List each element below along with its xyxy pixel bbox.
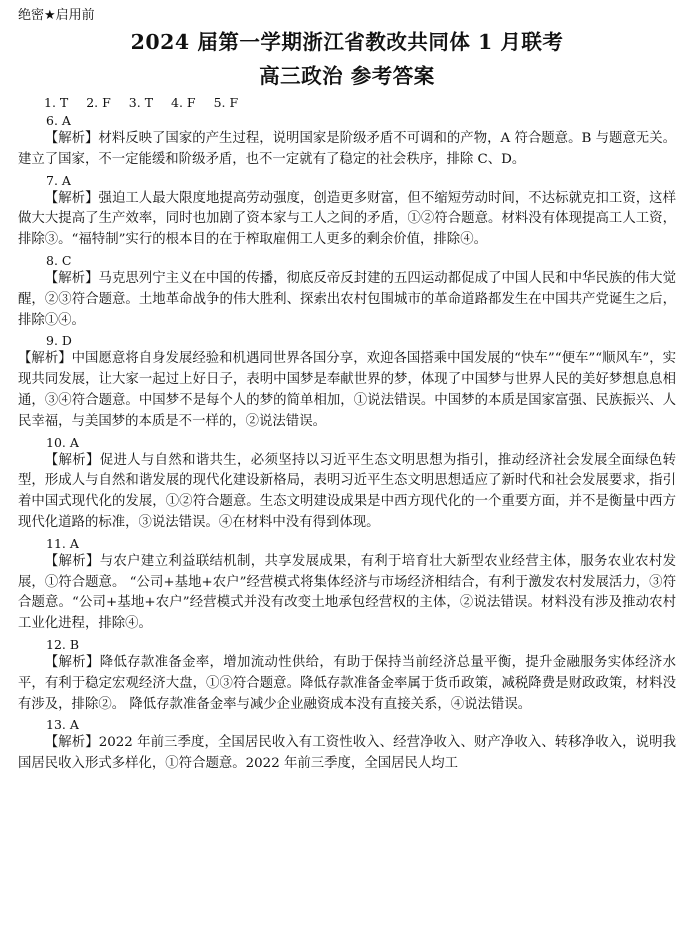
question-analysis: 【解析】2022 年前三季度，全国居民收入有工资性收入、经营净收入、财产净收入、转移净收入，说明我国居民收入形式多样化，①符合题意。2022 年前三季度，全国居民人均工 (18, 735, 676, 772)
question-number: 7. A (46, 172, 71, 188)
question-block (18, 434, 676, 534)
question-block (18, 172, 676, 251)
question-number: 8. C (46, 252, 72, 268)
question-block (18, 112, 676, 171)
question-block (18, 332, 676, 432)
question-number: 9. D (46, 333, 72, 349)
question-analysis: 【解析】中国愿意将自身发展经验和机遇同世界各国分享，欢迎各国搭乘中国发展的“快车”“便车”“顺风车”，实现共同发展，让大家一起过上好日子，表明中国梦是奉献世界的梦，体现了中国梦与世界人民的美好梦想息息相通，③④符合题意。中国梦不是每个人的梦的简单相加，①说法错误。中国梦的本质是国家富强、民族振兴、人民幸福，与美国梦的本质是不一样的，②说法错误。 (18, 351, 676, 429)
true-false-answers (44, 94, 676, 111)
answer-item: 3. T (128, 95, 154, 110)
question-number: 12. B (46, 636, 80, 652)
document-title: 2024 届第一学期浙江省教改共同体 1 月联考 (130, 30, 564, 54)
question-block (18, 535, 676, 635)
answer-item: 1. T (44, 95, 69, 110)
question-block (18, 252, 676, 331)
question-analysis: 【解析】马克思列宁主义在中国的传播，彻底反帝反封建的五四运动都促成了中国人民和中华民族的伟大觉醒，②③符合题意。土地革命战争的伟大胜利、探索出农村包围城市的革命道路都发生在中国共产党诞生之后，排除①④。 (18, 270, 676, 328)
answer-item: 4. F (171, 95, 196, 110)
answer-item: 2. F (86, 95, 111, 110)
question-analysis: 【解析】促进人与自然和谐共生，必须坚持以习近平生态文明思想为指引，推动经济社会发展全面绿色转型，形成人与自然和谐发展的现代化建设新格局，表明习近平生态文明思想适应了新时代和社会发展要求，指引着中国式现代化的发展，①②符合题意。生态文明建设成果是中西方现代化的一个重要方面，并不是衡量中西方现代化道路的标准，③说法错误。④在材料中没有得到体现。 (18, 452, 676, 530)
question-number: 10. A (46, 434, 79, 450)
confidential-label: 绝密★启用前 (18, 8, 95, 23)
answer-item: 5. F (213, 95, 239, 110)
question-number: 11. A (46, 535, 79, 551)
question-block (18, 716, 676, 775)
question-number: 6. A (46, 113, 71, 128)
question-analysis: 【解析】材料反映了国家的产生过程，说明国家是阶级矛盾不可调和的产物，A 符合题意。B 与题意无关。建立了国家，不一定能缓和阶级矛盾，也不一定就有了稳定的社会秩序，排除 C、D。 (18, 131, 676, 167)
question-block (18, 636, 676, 715)
question-analysis: 【解析】强迫工人最大限度地提高劳动强度，创造更多财富，但不缩短劳动时间，不达标就克扣工资，这样做大大提高了生产效率，同时也加剧了资本家与工人之间的矛盾，①②符合题意。材料没有体现提高工人工资，排除③。“福特制”实行的根本目的在于榨取雇佣工人更多的剩余价值，排除④。 (18, 190, 676, 248)
document-subtitle: 高三政治 参考答案 (259, 64, 435, 88)
question-number: 13. A (46, 717, 79, 733)
question-analysis: 【解析】降低存款准备金率，增加流动性供给，有助于保持当前经济总量平衡，提升金融服务实体经济水平，有利于稳定宏观经济大盘，①③符合题意。降低存款准备金率属于货币政策，减税降费是财政政策，材料没有涉及，排除②。 降低存款准备金率与减少企业融资成本没有直接关系，④说法错误。 (18, 654, 676, 712)
question-analysis: 【解析】与农户建立利益联结机制，共享发展成果，有利于培育壮大新型农业经营主体，服务农业农村发展，①符合题意。 “公司+基地+农户”经营模式将集体经济与市场经济相结合，有利于激发农村发展活力，③符合题意。“公司+基地+农户”经营模式并没有改变土地承包经营权的主体，②说法错误。材料没有涉及推动农村工业化进程，排除④。 (18, 553, 676, 632)
